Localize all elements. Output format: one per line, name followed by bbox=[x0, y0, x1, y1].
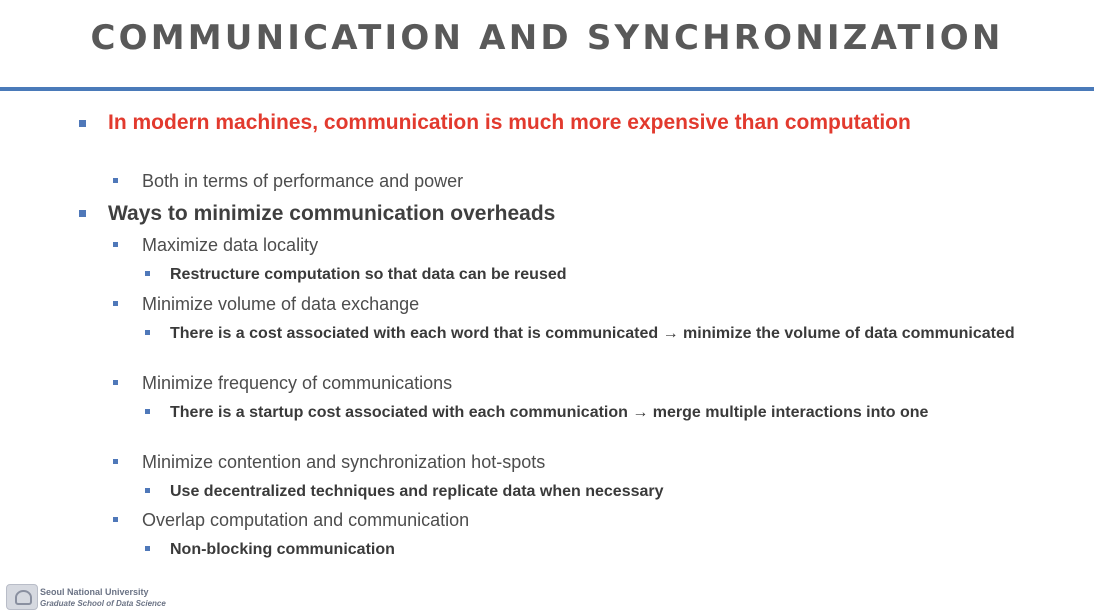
square-bullet-icon bbox=[113, 242, 118, 247]
square-bullet-icon bbox=[113, 459, 118, 464]
bullet-text: Both in terms of performance and power bbox=[142, 171, 464, 191]
square-bullet-icon bbox=[145, 330, 150, 335]
university-name: Seoul National University bbox=[40, 587, 149, 597]
bullet-text: There is a startup cost associated with each communication → merge multiple interactions into one bbox=[170, 404, 929, 421]
university-seal-icon bbox=[6, 584, 38, 610]
square-bullet-icon bbox=[145, 488, 150, 493]
square-bullet-icon bbox=[79, 210, 86, 217]
square-bullet-icon bbox=[113, 380, 118, 385]
square-bullet-icon bbox=[113, 517, 118, 522]
square-bullet-icon bbox=[145, 546, 150, 551]
bullet-text: Minimize frequency of communications bbox=[142, 373, 453, 393]
bullet-text: There is a cost associated with each word that is communicated → minimize the volume of data communicated bbox=[170, 325, 1015, 342]
school-name: Graduate School of Data Science bbox=[40, 599, 166, 608]
square-bullet-icon bbox=[79, 120, 86, 127]
slide-title: COMMUNICATION AND SYNCHRONIZATION bbox=[90, 18, 1004, 58]
square-bullet-icon bbox=[145, 409, 150, 414]
bullet-text: Minimize contention and synchronization hot-spots bbox=[142, 452, 546, 472]
bullet-text: Ways to minimize communication overheads bbox=[108, 202, 556, 225]
bullet-text: Use decentralized techniques and replicate data when necessary bbox=[170, 483, 664, 500]
bullet-text: Minimize volume of data exchange bbox=[142, 294, 420, 314]
bullet-text: Overlap computation and communication bbox=[142, 510, 470, 530]
bullet-text: Maximize data locality bbox=[142, 235, 319, 255]
square-bullet-icon bbox=[113, 301, 118, 306]
square-bullet-icon bbox=[113, 178, 118, 183]
university-footer bbox=[4, 583, 224, 608]
bullet-text: Non-blocking communication bbox=[170, 541, 395, 558]
square-bullet-icon bbox=[145, 271, 150, 276]
bullet-text: In modern machines, communication is much more expensive than computation bbox=[108, 111, 911, 134]
bullet-text: Restructure computation so that data can be reused bbox=[170, 266, 567, 283]
